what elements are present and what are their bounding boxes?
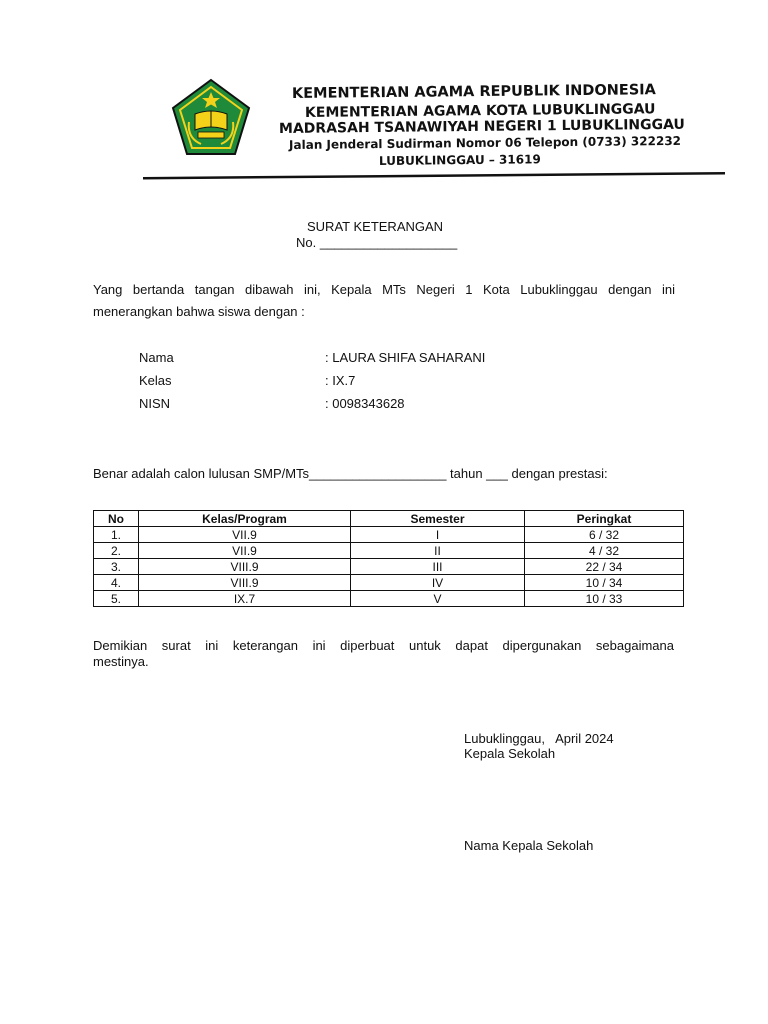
cell-kelas-program: VIII.9 — [139, 559, 351, 575]
closing-paragraph-line1: Demikian surat ini keterangan ini diperbuat untuk dapat dipergunakan sebagaimana — [93, 638, 674, 653]
cell-no: 5. — [94, 591, 139, 607]
table-row — [94, 591, 684, 607]
table-header-row — [94, 511, 684, 527]
table-row — [94, 543, 684, 559]
letter-number: No. ___________________ — [296, 235, 458, 250]
intro-paragraph-line1: Yang bertanda tangan dibawah ini, Kepala MTs Negeri 1 Kota Lubuklinggau dengan ini — [93, 282, 675, 297]
cell-semester: V — [351, 591, 525, 607]
table-row — [94, 527, 684, 543]
cell-semester: III — [351, 559, 525, 575]
header-kelas-program: Kelas/Program — [139, 511, 351, 527]
signer-role: Kepala Sekolah — [464, 746, 556, 761]
letterhead-city-office: KEMENTERIAN AGAMA KOTA LUBUKLINGGAU — [304, 101, 656, 121]
table-row — [94, 559, 684, 575]
cell-semester: II — [351, 543, 525, 559]
field-label-kelas: Kelas — [139, 373, 172, 388]
cell-no: 4. — [94, 575, 139, 591]
cell-kelas-program: IX.7 — [139, 591, 351, 607]
letterhead-school-name: MADRASAH TSANAWIYAH NEGERI 1 LUBUKLINGGAU — [278, 116, 685, 137]
graduation-statement: Benar adalah calon lulusan SMP/MTs___________________ tahun ___ dengan prestasi: — [93, 466, 608, 481]
letterhead-city-postcode: LUBUKLINGGAU – 31619 — [378, 152, 541, 168]
cell-semester: I — [351, 527, 525, 543]
letterhead-rule — [0, 0, 768, 200]
letterhead-address: Jalan Jenderal Sudirman Nomor 06 Telepon (0733) 322232 — [288, 133, 682, 152]
intro-paragraph-line2: menerangkan bahwa siswa dengan : — [93, 304, 305, 319]
field-label-nisn: NISN — [139, 396, 171, 411]
closing-paragraph-line2: mestinya. — [93, 654, 149, 669]
letter-title: SURAT KETERANGAN — [307, 219, 444, 234]
achievement-table — [93, 510, 684, 607]
table-row — [94, 575, 684, 591]
cell-no: 2. — [94, 543, 139, 559]
field-value-nisn: : 0098343628 — [325, 396, 405, 411]
signer-name: Nama Kepala Sekolah — [464, 838, 594, 853]
letterhead-ministry: KEMENTERIAN AGAMA REPUBLIK INDONESIA — [291, 82, 656, 102]
cell-no: 1. — [94, 527, 139, 543]
place-date: Lubuklinggau, April 2024 — [464, 731, 614, 746]
header-no: No — [94, 511, 139, 527]
cell-kelas-program: VIII.9 — [139, 575, 351, 591]
field-label-nama: Nama — [139, 350, 174, 365]
field-value-nama: : LAURA SHIFA SAHARANI — [325, 350, 486, 365]
cell-peringkat: 4 / 32 — [525, 543, 684, 559]
field-value-kelas: : IX.7 — [325, 373, 356, 388]
header-peringkat: Peringkat — [525, 511, 684, 527]
cell-peringkat: 22 / 34 — [525, 559, 684, 575]
cell-peringkat: 10 / 34 — [525, 575, 684, 591]
cell-peringkat: 10 / 33 — [525, 591, 684, 607]
cell-kelas-program: VII.9 — [139, 543, 351, 559]
cell-no: 3. — [94, 559, 139, 575]
cell-peringkat: 6 / 32 — [525, 527, 684, 543]
cell-kelas-program: VII.9 — [139, 527, 351, 543]
header-semester: Semester — [351, 511, 525, 527]
cell-semester: IV — [351, 575, 525, 591]
